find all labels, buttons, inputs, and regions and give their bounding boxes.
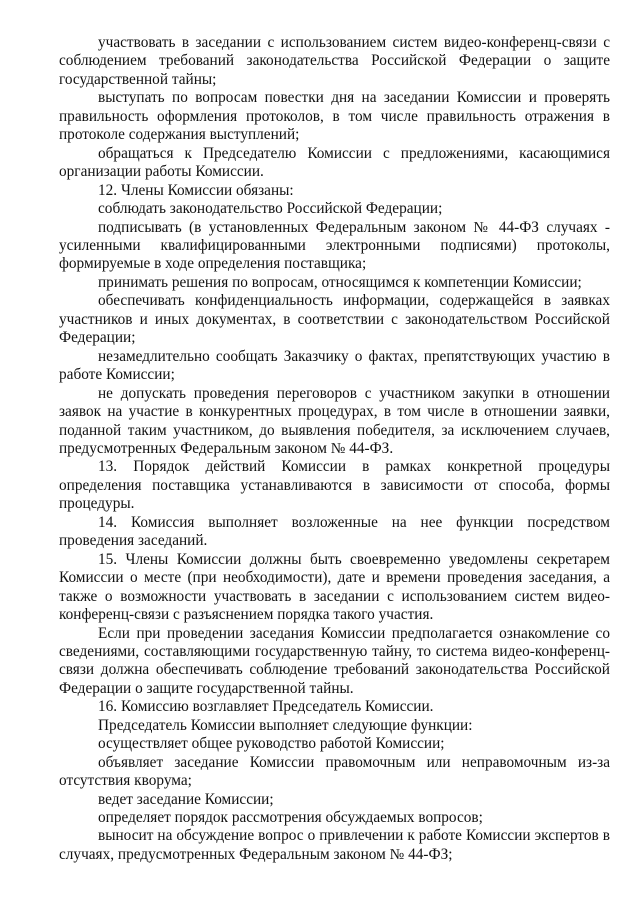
paragraph: выступать по вопросам повестки дня на заседании Комиссии и проверять правильность оформления протоколов, в том числе правильность отражения в протоколе содержания выступлений; xyxy=(59,89,610,144)
section-paragraph: 13. Порядок действий Комиссии в рамках конкретной процедуры определения поставщика устанавливаются в зависимости от способа, формы процедуры. xyxy=(59,458,610,513)
paragraph: Председатель Комиссии выполняет следующие функции: xyxy=(98,716,473,734)
section-paragraph: 14. Комиссия выполняет возложенные на нее функции посредством проведения заседаний. xyxy=(59,513,610,550)
paragraph: участвовать в заседании с использованием систем видео-конференц-связи с соблюдением требований законодательства Российской Федерации о защите государственной тайны; xyxy=(59,34,610,88)
paragraph: незамедлительно сообщать Заказчику о фактах, препятствующих участию в работе Комиссии; xyxy=(59,347,610,384)
paragraph: осуществляет общее руководство работой Комиссии; xyxy=(98,735,445,753)
section-paragraph: 15. Члены Комиссии должны быть своевременно уведомлены секретарем Комиссии о месте (при необходимости), дате и времени проведения заседания, а также о возможности участвовать в заседании с использованием систем видео-конференц-связи с разъяснением порядка такого участия. xyxy=(59,550,610,624)
section-paragraph: 16. Комиссию возглавляет Председатель Комиссии. xyxy=(98,698,434,716)
section-heading: 12. Члены Комиссии обязаны: xyxy=(98,181,294,199)
paragraph: Если при проведении заседания Комиссии предполагается ознакомление со сведениями, составляющими государственную тайну, то система видео-конференц-связи должна обеспечивать соблюдение требований законодательства Российской Федерации о защите государственной тайны. xyxy=(59,624,610,697)
paragraph: обращаться к Председателю Комиссии с предложениями, касающимися организации работы Комиссии. xyxy=(59,144,610,181)
paragraph: принимать решения по вопросам, относящимся к компетенции Комиссии; xyxy=(98,273,582,291)
paragraph: соблюдать законодательство Российской Федерации; xyxy=(98,200,443,218)
paragraph: выносит на обсуждение вопрос о привлечении к работе Комиссии экспертов в случаях, предусмотренных Федеральным законом № 44-ФЗ; xyxy=(59,827,610,863)
paragraph: объявляет заседание Комиссии правомочным или неправомочным из-за отсутствия кворума; xyxy=(59,753,610,790)
paragraph: подписывать (в установленных Федеральным законом № 44-ФЗ случаях - усиленными квалифицированными электронными подписями) протоколы, формируемые в ходе определения поставщика; xyxy=(59,218,610,273)
paragraph: не допускать проведения переговоров с участником закупки в отношении заявок на участие в конкурентных процедурах, в том числе в отношении заявки, поданной таким участником, до выявления победителя, за исключением случаев, предусмотренных Федеральным законом № 44-ФЗ. xyxy=(59,384,610,457)
paragraph: обеспечивать конфиденциальность информации, содержащейся в заявках участников и иных документах, в соответствии с законодательством Российской Федерации; xyxy=(59,292,610,347)
paragraph: определяет порядок рассмотрения обсуждаемых вопросов; xyxy=(98,809,483,827)
paragraph: ведет заседание Комиссии; xyxy=(98,790,274,808)
